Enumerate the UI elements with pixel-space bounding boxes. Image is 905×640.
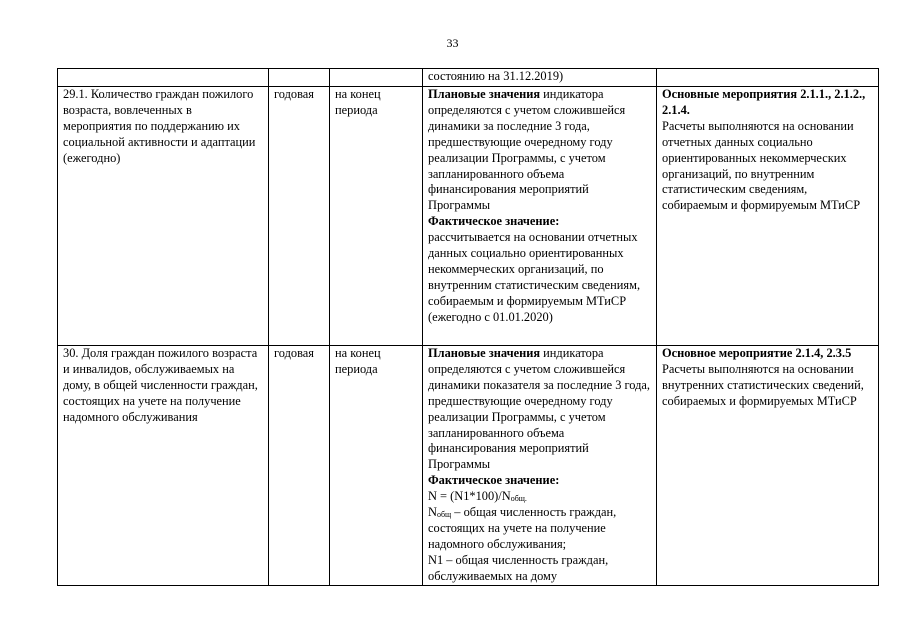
measures-text: Расчеты выполняются на основании внутренних статистических сведений, собираемых и формируемых МТиСР bbox=[662, 361, 864, 408]
periodicity-value: годовая bbox=[274, 87, 314, 101]
table-row bbox=[58, 87, 879, 346]
moment-cell bbox=[330, 346, 423, 586]
plan-description bbox=[428, 346, 651, 473]
moment-value: на конец периода bbox=[335, 87, 381, 117]
periodicity-cell bbox=[269, 69, 330, 87]
measures-cell bbox=[657, 69, 879, 87]
plan-text: индикатора определяются с учетом сложившейся динамики за последние 3 года, предшествующие очередному году реализации Программы, с учетом запланированного объема финансирования мероприятий Программы bbox=[428, 87, 626, 213]
method-cell bbox=[423, 346, 657, 586]
plan-description bbox=[428, 87, 651, 214]
table-row bbox=[58, 69, 879, 87]
plan-heading: Плановые значения bbox=[428, 346, 541, 360]
indicators-table bbox=[57, 68, 879, 586]
method-cell bbox=[423, 87, 657, 346]
method-cell bbox=[423, 69, 657, 87]
measures-cell bbox=[657, 87, 879, 346]
periodicity-cell bbox=[269, 87, 330, 346]
indicator-cell bbox=[58, 346, 269, 586]
fact-heading: Фактическое значение: bbox=[428, 473, 560, 488]
moment-value: на конец периода bbox=[335, 346, 381, 376]
fact-heading: Фактическое значение: bbox=[428, 214, 560, 229]
periodicity-value: годовая bbox=[274, 346, 314, 360]
indicator-cell bbox=[58, 87, 269, 346]
plan-text: индикатора определяются с учетом сложившейся динамики показателя за последние 3 года, предшествующие очередному году реализации Программы, с учетом запланированного объема финансирования мероприятий Программы bbox=[428, 346, 651, 472]
formula-definition-total: $N_{общ}$ – общая численность граждан, состоящих на учете на получение надомного обслуживания; bbox=[428, 505, 617, 551]
page-number: 33 bbox=[446, 36, 459, 50]
periodicity-cell bbox=[269, 346, 330, 586]
method-continuation: состоянию на 31.12.2019) bbox=[428, 69, 564, 83]
indicator-name: 29.1. Количество граждан пожилого возраста, вовлеченных в мероприятия по поддержанию их социальной активности и адаптации (ежегодно) bbox=[63, 87, 256, 165]
formula-definition-n1: N1 – общая численность граждан, обслуживаемых на дому bbox=[428, 552, 609, 583]
formula: $N = (N1*100)/N_{общ.}$ bbox=[428, 489, 527, 504]
fact-text: рассчитывается на основании отчетных данных социально ориентированных некоммерческих организаций, по внутренним статистическим сведениям, собираемым и формируемым МТиСР (ежегодно с 01.01.2020) bbox=[428, 230, 641, 324]
moment-cell bbox=[330, 87, 423, 346]
plan-heading: Плановые значения bbox=[428, 87, 541, 101]
measures-heading: Основные мероприятия 2.1.1., 2.1.2., 2.1.4. bbox=[662, 87, 866, 117]
indicator-cell bbox=[58, 69, 269, 87]
table-row bbox=[58, 346, 879, 586]
indicator-name: 30. Доля граждан пожилого возраста и инвалидов, обслуживаемых на дому, в общей численности граждан, состоящих на учете на получение надомного обслуживания bbox=[63, 346, 258, 424]
moment-cell bbox=[330, 69, 423, 87]
measures-text: Расчеты выполняются на основании отчетных данных социально ориентированных некоммерческих организаций, по внутренним статистическим сведениям, собираемым и формируемым МТиСР bbox=[662, 118, 861, 213]
measures-heading: Основное мероприятие 2.1.4, 2.3.5 bbox=[662, 346, 852, 360]
measures-cell bbox=[657, 346, 879, 586]
